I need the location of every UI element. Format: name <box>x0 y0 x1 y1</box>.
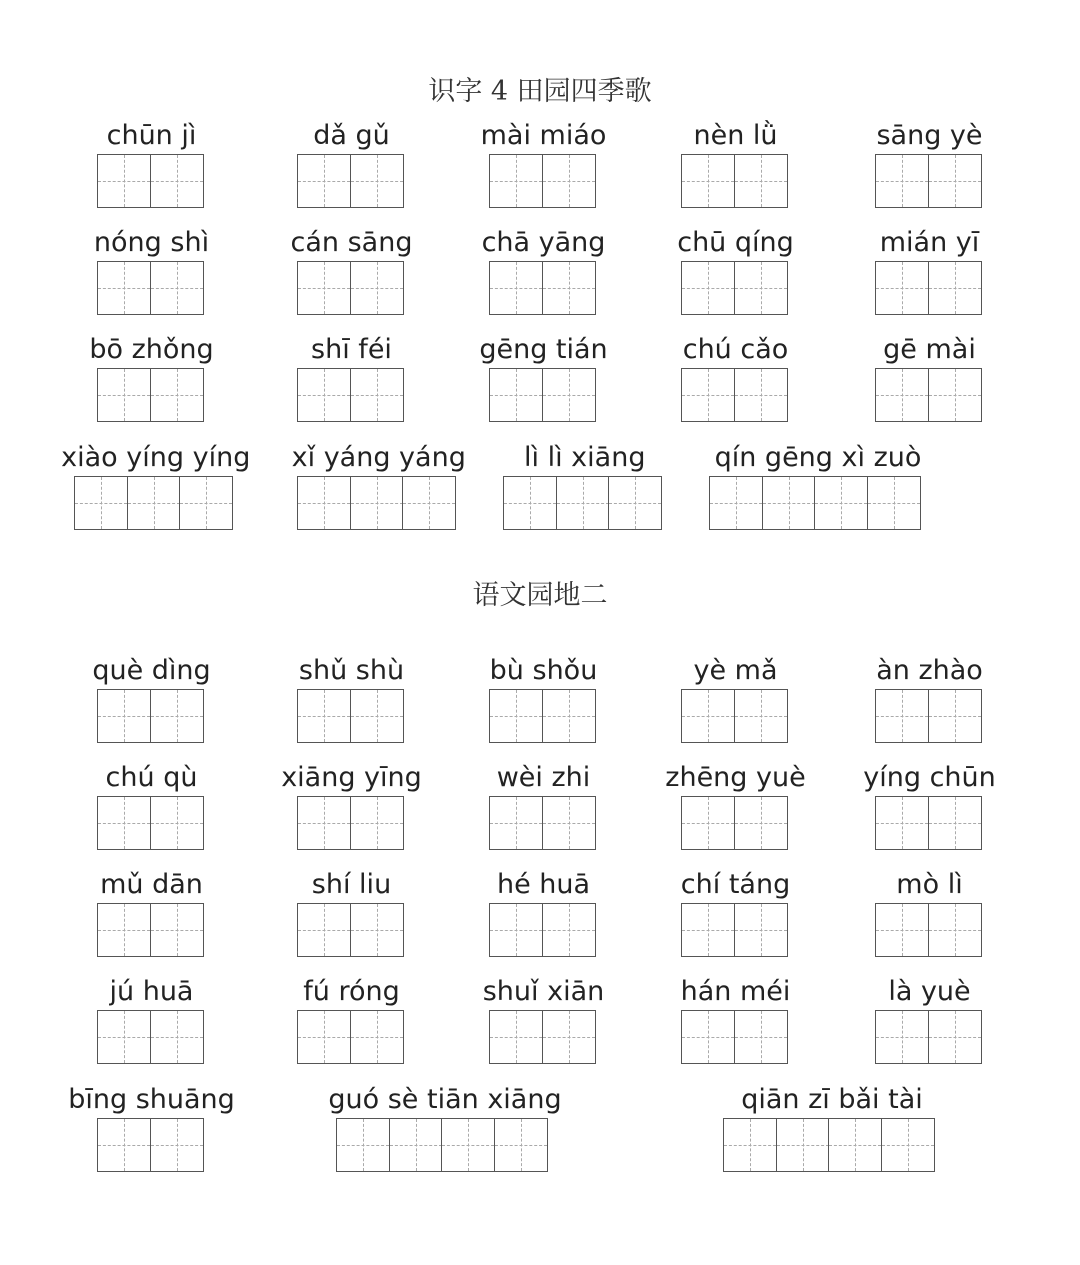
writing-box[interactable] <box>127 476 181 530</box>
pinyin-label: jú huā <box>109 976 194 1007</box>
pinyin-label: xiāng yīng <box>281 762 422 793</box>
writing-box[interactable] <box>734 1010 788 1064</box>
pinyin-label: nèn lǜ <box>693 120 778 151</box>
writing-box[interactable] <box>681 154 735 208</box>
writing-box[interactable] <box>97 689 151 743</box>
writing-box[interactable] <box>350 261 404 315</box>
pinyin-label: gēng tián <box>479 334 608 365</box>
writing-grid <box>297 476 455 530</box>
pinyin-label: mò lì <box>896 869 963 900</box>
writing-grid <box>875 796 980 850</box>
writing-box[interactable] <box>734 154 788 208</box>
writing-box[interactable] <box>179 476 233 530</box>
writing-box[interactable] <box>489 1010 543 1064</box>
writing-box[interactable] <box>297 261 351 315</box>
pinyin-label: bō zhǒng <box>89 334 214 365</box>
writing-grid <box>97 903 202 957</box>
pinyin-label: dǎ gǔ <box>313 120 390 151</box>
writing-grid <box>489 154 594 208</box>
writing-grid <box>97 261 202 315</box>
vocab-item <box>328 1084 562 1196</box>
pinyin-label: hán méi <box>680 976 791 1007</box>
writing-box[interactable] <box>776 1118 830 1172</box>
pinyin-label: mài miáo <box>480 120 607 151</box>
vocab-item <box>89 334 214 446</box>
vocab-item <box>281 762 422 874</box>
writing-grid <box>709 476 919 530</box>
writing-box[interactable] <box>734 796 788 850</box>
writing-box[interactable] <box>150 1010 204 1064</box>
writing-box[interactable] <box>734 261 788 315</box>
vocab-item <box>481 227 606 339</box>
vocab-item <box>97 764 206 874</box>
vocab-item <box>709 444 927 554</box>
pinyin-label: wèi zhi <box>496 762 591 793</box>
writing-box[interactable] <box>350 1010 404 1064</box>
vocab-item <box>665 762 806 874</box>
writing-box[interactable] <box>928 368 982 422</box>
writing-box[interactable] <box>928 903 982 957</box>
section-title: 语文园地二 <box>472 580 608 611</box>
vocab-item <box>681 871 790 981</box>
writing-box[interactable] <box>494 1118 548 1172</box>
writing-box[interactable] <box>734 689 788 743</box>
vocab-item <box>93 227 210 339</box>
writing-box[interactable] <box>681 796 735 850</box>
vocab-item <box>61 442 251 554</box>
writing-box[interactable] <box>681 261 735 315</box>
writing-box[interactable] <box>681 368 735 422</box>
writing-box[interactable] <box>928 689 982 743</box>
writing-box[interactable] <box>542 261 596 315</box>
writing-box[interactable] <box>542 689 596 743</box>
writing-grid <box>681 796 786 850</box>
vocab-item <box>97 871 206 981</box>
writing-box[interactable] <box>297 796 351 850</box>
writing-box[interactable] <box>681 1010 735 1064</box>
writing-grid <box>681 1010 786 1064</box>
writing-grid <box>681 903 786 957</box>
writing-box[interactable] <box>402 476 456 530</box>
pinyin-label: chú cǎo <box>682 334 789 365</box>
writing-box[interactable] <box>928 261 982 315</box>
writing-grid <box>681 261 786 315</box>
pinyin-label: lì lì xiāng <box>524 442 646 473</box>
vocab-item <box>681 978 790 1088</box>
writing-box[interactable] <box>723 1118 777 1172</box>
vocab-item <box>92 655 211 767</box>
writing-box[interactable] <box>875 154 929 208</box>
pinyin-label: chūn jì <box>106 120 197 151</box>
writing-box[interactable] <box>489 796 543 850</box>
writing-grid <box>97 154 202 208</box>
writing-box[interactable] <box>150 903 204 957</box>
writing-box[interactable] <box>828 1118 882 1172</box>
vocab-item <box>875 871 984 981</box>
writing-box[interactable] <box>297 154 351 208</box>
writing-grid <box>681 154 786 208</box>
writing-box[interactable] <box>875 1010 929 1064</box>
pinyin-label: mián yī <box>879 227 980 258</box>
writing-box[interactable] <box>350 796 404 850</box>
vocab-item <box>482 976 605 1088</box>
vocab-item <box>297 978 406 1088</box>
writing-box[interactable] <box>297 903 351 957</box>
writing-grid <box>489 903 594 957</box>
pinyin-label: guó sè tiān xiāng <box>328 1084 562 1115</box>
writing-grid <box>875 154 980 208</box>
pinyin-label: xǐ yáng yáng <box>291 442 466 473</box>
writing-box[interactable] <box>875 903 929 957</box>
writing-grid <box>297 796 402 850</box>
writing-grid <box>503 476 661 530</box>
vocab-item <box>681 122 790 232</box>
writing-box[interactable] <box>489 261 543 315</box>
pinyin-label: nóng shì <box>93 227 210 258</box>
pinyin-label: qiān zī bǎi tài <box>741 1084 923 1115</box>
writing-box[interactable] <box>875 368 929 422</box>
pinyin-label: fú róng <box>303 976 400 1007</box>
writing-box[interactable] <box>350 368 404 422</box>
pinyin-label: yíng chūn <box>863 762 996 793</box>
writing-box[interactable] <box>681 903 735 957</box>
writing-box[interactable] <box>97 1118 151 1172</box>
pinyin-label: zhēng yuè <box>665 762 806 793</box>
vocab-item <box>297 871 406 981</box>
writing-box[interactable] <box>297 368 351 422</box>
writing-box[interactable] <box>542 796 596 850</box>
writing-box[interactable] <box>350 476 404 530</box>
writing-grid <box>97 1010 202 1064</box>
writing-box[interactable] <box>150 1118 204 1172</box>
pinyin-label: què dìng <box>92 655 211 686</box>
writing-grid <box>723 1118 933 1172</box>
writing-box[interactable] <box>97 154 151 208</box>
writing-grid <box>489 1010 594 1064</box>
vocab-item <box>875 657 984 767</box>
writing-grid <box>875 903 980 957</box>
writing-box[interactable] <box>297 1010 351 1064</box>
writing-grid <box>489 796 594 850</box>
pinyin-label: shǔ shù <box>298 655 405 686</box>
pinyin-label: cán sāng <box>290 227 413 258</box>
pinyin-label: chí táng <box>680 869 791 900</box>
pinyin-label: chú qù <box>105 762 198 793</box>
vocab-item <box>863 762 996 874</box>
writing-box[interactable] <box>875 796 929 850</box>
writing-box[interactable] <box>875 261 929 315</box>
pinyin-label: gē mài <box>883 334 976 365</box>
writing-box[interactable] <box>489 154 543 208</box>
writing-box[interactable] <box>97 1010 151 1064</box>
section-title: 识字 4 田园四季歌 <box>428 76 652 107</box>
writing-box[interactable] <box>489 903 543 957</box>
pinyin-label: xiào yíng yíng <box>61 442 251 473</box>
writing-box[interactable] <box>97 796 151 850</box>
writing-grid <box>297 689 402 743</box>
writing-grid <box>875 689 980 743</box>
pinyin-label: là yuè <box>888 976 971 1007</box>
writing-box[interactable] <box>336 1118 390 1172</box>
writing-grid <box>97 368 202 422</box>
writing-box[interactable] <box>875 689 929 743</box>
vocab-item <box>290 227 413 339</box>
writing-box[interactable] <box>489 368 543 422</box>
writing-box[interactable] <box>608 476 662 530</box>
vocab-item <box>875 122 984 232</box>
writing-box[interactable] <box>150 689 204 743</box>
writing-box[interactable] <box>542 1010 596 1064</box>
pinyin-label: qín gēng xì zuò <box>714 442 922 473</box>
pinyin-label: chū qíng <box>677 227 794 258</box>
pinyin-label: shuǐ xiān <box>482 976 605 1007</box>
writing-grid <box>489 368 594 422</box>
writing-grid <box>97 1118 202 1172</box>
writing-box[interactable] <box>762 476 816 530</box>
writing-box[interactable] <box>734 903 788 957</box>
writing-grid <box>489 689 594 743</box>
writing-box[interactable] <box>489 689 543 743</box>
writing-box[interactable] <box>150 261 204 315</box>
writing-box[interactable] <box>441 1118 495 1172</box>
pinyin-label: shí liu <box>311 869 392 900</box>
writing-grid <box>97 689 202 743</box>
writing-box[interactable] <box>542 154 596 208</box>
vocab-item <box>479 334 608 446</box>
writing-box[interactable] <box>542 368 596 422</box>
writing-box[interactable] <box>150 154 204 208</box>
vocab-item <box>723 1086 941 1196</box>
writing-box[interactable] <box>928 154 982 208</box>
writing-box[interactable] <box>881 1118 935 1172</box>
vocab-item <box>677 227 794 339</box>
vocab-item <box>480 120 607 232</box>
writing-box[interactable] <box>150 368 204 422</box>
vocab-item <box>681 336 790 446</box>
writing-box[interactable] <box>350 689 404 743</box>
pinyin-label: shī féi <box>311 334 392 365</box>
writing-grid <box>297 368 402 422</box>
writing-box[interactable] <box>681 689 735 743</box>
writing-box[interactable] <box>97 903 151 957</box>
writing-grid <box>875 1010 980 1064</box>
vocab-item <box>297 657 406 767</box>
vocab-item <box>297 122 406 232</box>
writing-box[interactable] <box>928 796 982 850</box>
writing-grid <box>297 1010 402 1064</box>
vocab-item <box>875 229 984 339</box>
writing-grid <box>681 689 786 743</box>
vocab-item <box>489 871 598 981</box>
writing-box[interactable] <box>814 476 868 530</box>
writing-grid <box>297 261 402 315</box>
writing-grid <box>97 796 202 850</box>
pinyin-label: hé huā <box>496 869 591 900</box>
writing-box[interactable] <box>97 368 151 422</box>
vocab-item <box>489 657 598 767</box>
pinyin-label: yè mǎ <box>693 655 778 686</box>
writing-grid <box>336 1118 546 1172</box>
vocab-item <box>681 657 790 767</box>
writing-box[interactable] <box>503 476 557 530</box>
writing-grid <box>297 903 402 957</box>
pinyin-label: chā yāng <box>481 227 606 258</box>
pinyin-label: bù shǒu <box>489 655 598 686</box>
writing-box[interactable] <box>389 1118 443 1172</box>
vocab-item <box>97 978 206 1088</box>
pinyin-label: bīng shuāng <box>68 1084 235 1115</box>
writing-grid <box>297 154 402 208</box>
writing-grid <box>74 476 232 530</box>
writing-box[interactable] <box>542 903 596 957</box>
vocab-item <box>68 1084 235 1196</box>
writing-box[interactable] <box>74 476 128 530</box>
writing-box[interactable] <box>97 261 151 315</box>
writing-grid <box>489 261 594 315</box>
writing-box[interactable] <box>350 903 404 957</box>
writing-box[interactable] <box>709 476 763 530</box>
vocab-item <box>875 978 984 1088</box>
vocab-item <box>875 336 984 446</box>
writing-grid <box>875 368 980 422</box>
writing-box[interactable] <box>928 1010 982 1064</box>
pinyin-label: sāng yè <box>876 120 983 151</box>
writing-box[interactable] <box>867 476 921 530</box>
vocab-item <box>297 336 406 446</box>
writing-box[interactable] <box>297 689 351 743</box>
writing-box[interactable] <box>734 368 788 422</box>
pinyin-label: àn zhào <box>876 655 983 686</box>
writing-grid <box>681 368 786 422</box>
writing-box[interactable] <box>350 154 404 208</box>
writing-box[interactable] <box>297 476 351 530</box>
writing-grid <box>875 261 980 315</box>
pinyin-label: mǔ dān <box>100 869 203 900</box>
vocab-item <box>97 122 206 232</box>
writing-box[interactable] <box>150 796 204 850</box>
writing-box[interactable] <box>556 476 610 530</box>
vocab-item <box>489 764 598 874</box>
